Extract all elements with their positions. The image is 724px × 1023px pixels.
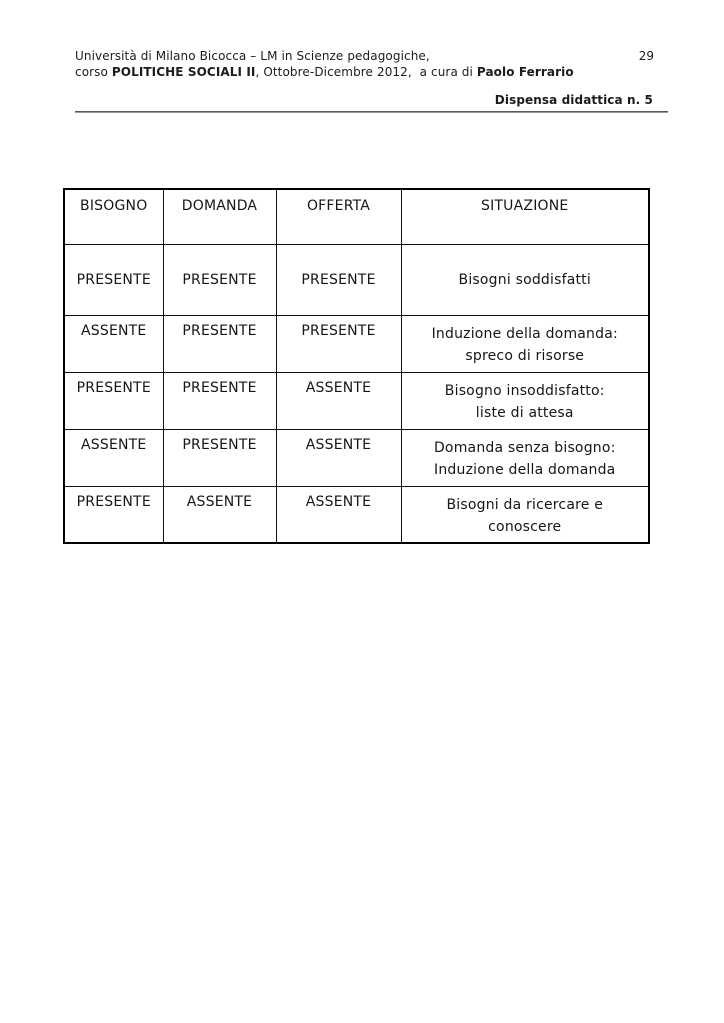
course-dates-text: , Ottobre-Dicembre 2012, a cura di	[255, 65, 477, 79]
cell-offerta: PRESENTE	[276, 244, 401, 315]
column-header-situazione: SITUAZIONE	[401, 189, 649, 244]
document-header	[75, 48, 668, 113]
page-number: 29	[638, 49, 654, 63]
column-header-domanda: DOMANDA	[163, 189, 276, 244]
cell-offerta: ASSENTE	[276, 372, 401, 429]
table-row	[64, 486, 649, 543]
table-row	[64, 372, 649, 429]
cell-offerta: ASSENTE	[276, 486, 401, 543]
cell-bisogno: PRESENTE	[64, 486, 163, 543]
needs-demand-offer-table	[63, 188, 650, 544]
cell-domanda: PRESENTE	[163, 429, 276, 486]
course-prefix-text: corso	[75, 65, 112, 79]
cell-bisogno: ASSENTE	[64, 315, 163, 372]
situazione-line: Induzione della domanda	[434, 461, 616, 478]
situazione-line: Bisogno insoddisfatto:	[444, 382, 605, 399]
cell-situazione	[401, 486, 649, 543]
situazione-line: spreco di risorse	[465, 347, 585, 364]
cell-bisogno: PRESENTE	[64, 244, 163, 315]
situazione-line: Bisogni soddisfatti	[458, 271, 591, 288]
table-header-row	[64, 189, 649, 244]
situazione-line: conoscere	[488, 518, 562, 535]
university-course-text: Università di Milano Bicocca – LM in Scienze pedagogiche,	[75, 49, 430, 63]
situazione-line: liste di attesa	[475, 404, 574, 421]
table-row	[64, 429, 649, 486]
situazione-line: Bisogni da ricercare e	[446, 496, 604, 513]
cell-offerta: PRESENTE	[276, 315, 401, 372]
cell-bisogno: PRESENTE	[64, 372, 163, 429]
table-row	[64, 244, 649, 315]
cell-domanda: ASSENTE	[163, 486, 276, 543]
cell-situazione	[401, 244, 649, 315]
header-line-2	[75, 64, 668, 80]
cell-situazione	[401, 372, 649, 429]
table-row	[64, 315, 649, 372]
cell-situazione	[401, 429, 649, 486]
author-name-bold: Paolo Ferrario	[476, 65, 574, 79]
dispensa-subtitle: Dispensa didattica n. 5	[494, 93, 653, 107]
cell-bisogno: ASSENTE	[64, 429, 163, 486]
header-divider	[75, 111, 668, 113]
course-name-bold: POLITICHE SOCIALI II	[111, 65, 256, 79]
situazione-line: Induzione della domanda:	[431, 325, 618, 342]
cell-offerta: ASSENTE	[276, 429, 401, 486]
column-header-bisogno: BISOGNO	[64, 189, 163, 244]
cell-domanda: PRESENTE	[163, 244, 276, 315]
column-header-offerta: OFFERTA	[276, 189, 401, 244]
cell-domanda: PRESENTE	[163, 372, 276, 429]
header-line-1	[75, 48, 668, 64]
situazione-line: Domanda senza bisogno:	[433, 439, 616, 456]
cell-domanda: PRESENTE	[163, 315, 276, 372]
cell-situazione	[401, 315, 649, 372]
